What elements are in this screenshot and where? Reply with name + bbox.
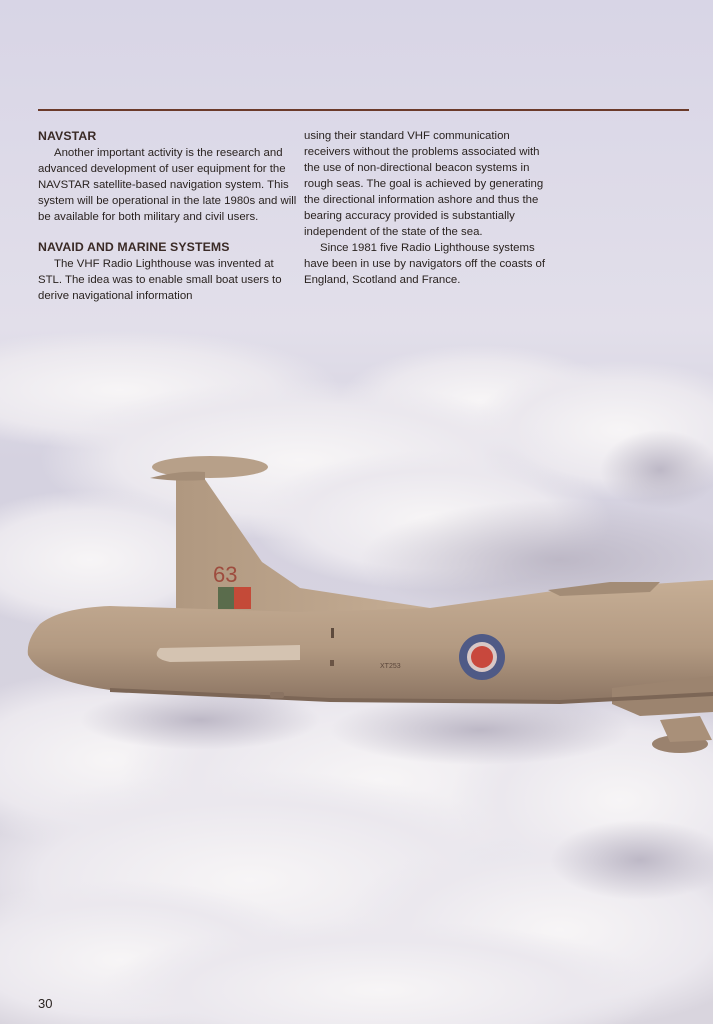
left-column — [38, 128, 300, 304]
aircraft-serial: XT253 — [380, 663, 401, 670]
heading-navaid: NAVAID AND MARINE SYSTEMS — [38, 240, 230, 254]
fin-flash-red — [234, 587, 251, 609]
page-number: 30 — [38, 996, 53, 1011]
paragraph-navaid-2: Since 1981 five Radio Lighthouse systems have been in use by navigators off the coasts of England, Scotland and France. — [304, 242, 546, 286]
tail-number: 63 — [213, 562, 238, 587]
paragraph-navaid-1: The VHF Radio Lighthouse was invented at STL. The idea was to enable small boat users to derive navigational information — [38, 258, 282, 302]
paragraph-navaid-1-continued: using their standard VHF communication receivers without the problems associated with the use of non-directional beacon systems in rough seas. The goal is achieved by generating the directional information ashore and thus the bearing accuracy provided is substantially independent of the state of the sea. — [304, 130, 544, 238]
paragraph-navstar: Another important activity is the research and advanced development of user equipment for the NAVSTAR satellite-based navigation system. This system will be operational in the late 1980s and will be available for both military and civil users. — [38, 147, 297, 223]
heading-navstar: NAVSTAR — [38, 129, 97, 143]
right-column — [304, 128, 554, 288]
header-rule — [38, 109, 689, 111]
fin-flash-green — [218, 587, 234, 609]
